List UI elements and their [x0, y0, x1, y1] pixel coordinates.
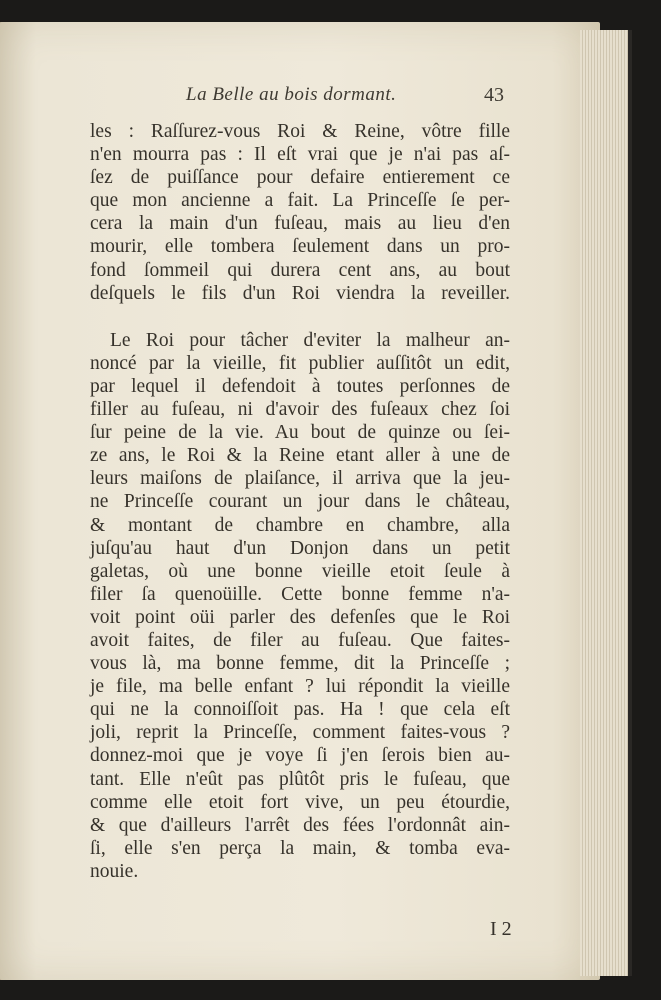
running-head: La Belle au bois dormant.: [186, 84, 397, 105]
text-line: noncé par la vieille, fit publier auſſitôt un edit,: [90, 352, 510, 374]
text-line: galetas, où une bonne vieille etoit ſeule à: [90, 560, 510, 582]
text-line: ſur peine de la vie. Au bout de quinze ou ſei-: [90, 422, 510, 444]
text-line: les : Raſſurez-vous Roi & Reine, vôtre fille: [90, 121, 510, 142]
text-line: n'en mourra pas : Il eſt vrai que je n'ai pas aſ-: [90, 144, 510, 166]
text-line: nouie.: [90, 860, 139, 882]
text-line: juſqu'au haut d'un Donjon dans un petit: [90, 537, 510, 559]
text-line: fond ſommeil qui durera cent ans, au bout: [90, 259, 510, 281]
text-line: avoit faites, de filer au fuſeau. Que faites-: [90, 629, 510, 651]
paragraph-2: [90, 329, 510, 352]
text-line: tant. Elle n'eût pas plûtôt pris le fuſeau, que: [90, 768, 510, 790]
paragraph-1: [90, 120, 510, 305]
text-line: donnez-moi que je voye ſi j'en ſerois bien au-: [90, 745, 510, 767]
text-line: ze ans, le Roi & la Reine etant aller à une de: [90, 445, 510, 467]
text-line: filler au fuſeau, ni d'avoir des fuſeaux chez ſoi: [90, 399, 510, 421]
signature-mark: I 2: [490, 918, 512, 940]
text-line: ſi, elle s'en perça la main, & tomba eva-: [90, 837, 510, 859]
text-line: ne Princeſſe courant un jour dans le château,: [90, 491, 510, 513]
text-line: leurs maiſons de plaiſance, il arriva que la jeu-: [90, 468, 510, 490]
text-line: cera la main d'un fuſeau, mais au lieu d'en: [90, 213, 510, 235]
page-header: [0, 84, 600, 114]
body-text: [90, 120, 510, 883]
text-line: & que d'ailleurs l'arrêt des fées l'ordonnât ain-: [90, 814, 510, 836]
text-line: je file, ma belle enfant ? lui répondit la vieille: [90, 676, 510, 698]
text-line: deſquels le fils d'un Roi viendra la reveiller.: [90, 282, 510, 304]
text-line: Le Roi pour tâcher d'eviter la malheur an-: [110, 329, 510, 351]
text-line: comme elle etoit fort vive, un peu étourdie,: [90, 791, 510, 813]
page-edges: [580, 30, 632, 976]
text-line: ſez de puiſſance pour defaire entierement ce: [90, 167, 510, 189]
text-line: filer ſa quenoüille. Cette bonne femme n'a-: [90, 583, 510, 605]
page-number: 43: [484, 84, 504, 106]
paragraph-2-body: [90, 352, 510, 883]
text-line: mourir, elle tombera ſeulement dans un pro-: [90, 236, 510, 258]
text-line: que mon ancienne a fait. La Princeſſe ſe per-: [90, 190, 510, 212]
text-line: qui ne la connoiſſoit pas. Ha ! que cela eſt: [90, 699, 510, 721]
text-line: vous là, ma bonne femme, dit la Princeſſe ;: [90, 653, 510, 675]
paragraph-gap: [90, 305, 510, 329]
text-line: voit point oüi parler des defenſes que le Roi: [90, 606, 510, 628]
text-line: & montant de chambre en chambre, alla: [90, 514, 510, 536]
text-line: joli, reprit la Princeſſe, comment faites-vous ?: [90, 722, 510, 744]
text-line: par lequel il defendoit à toutes perſonnes de: [90, 375, 510, 397]
